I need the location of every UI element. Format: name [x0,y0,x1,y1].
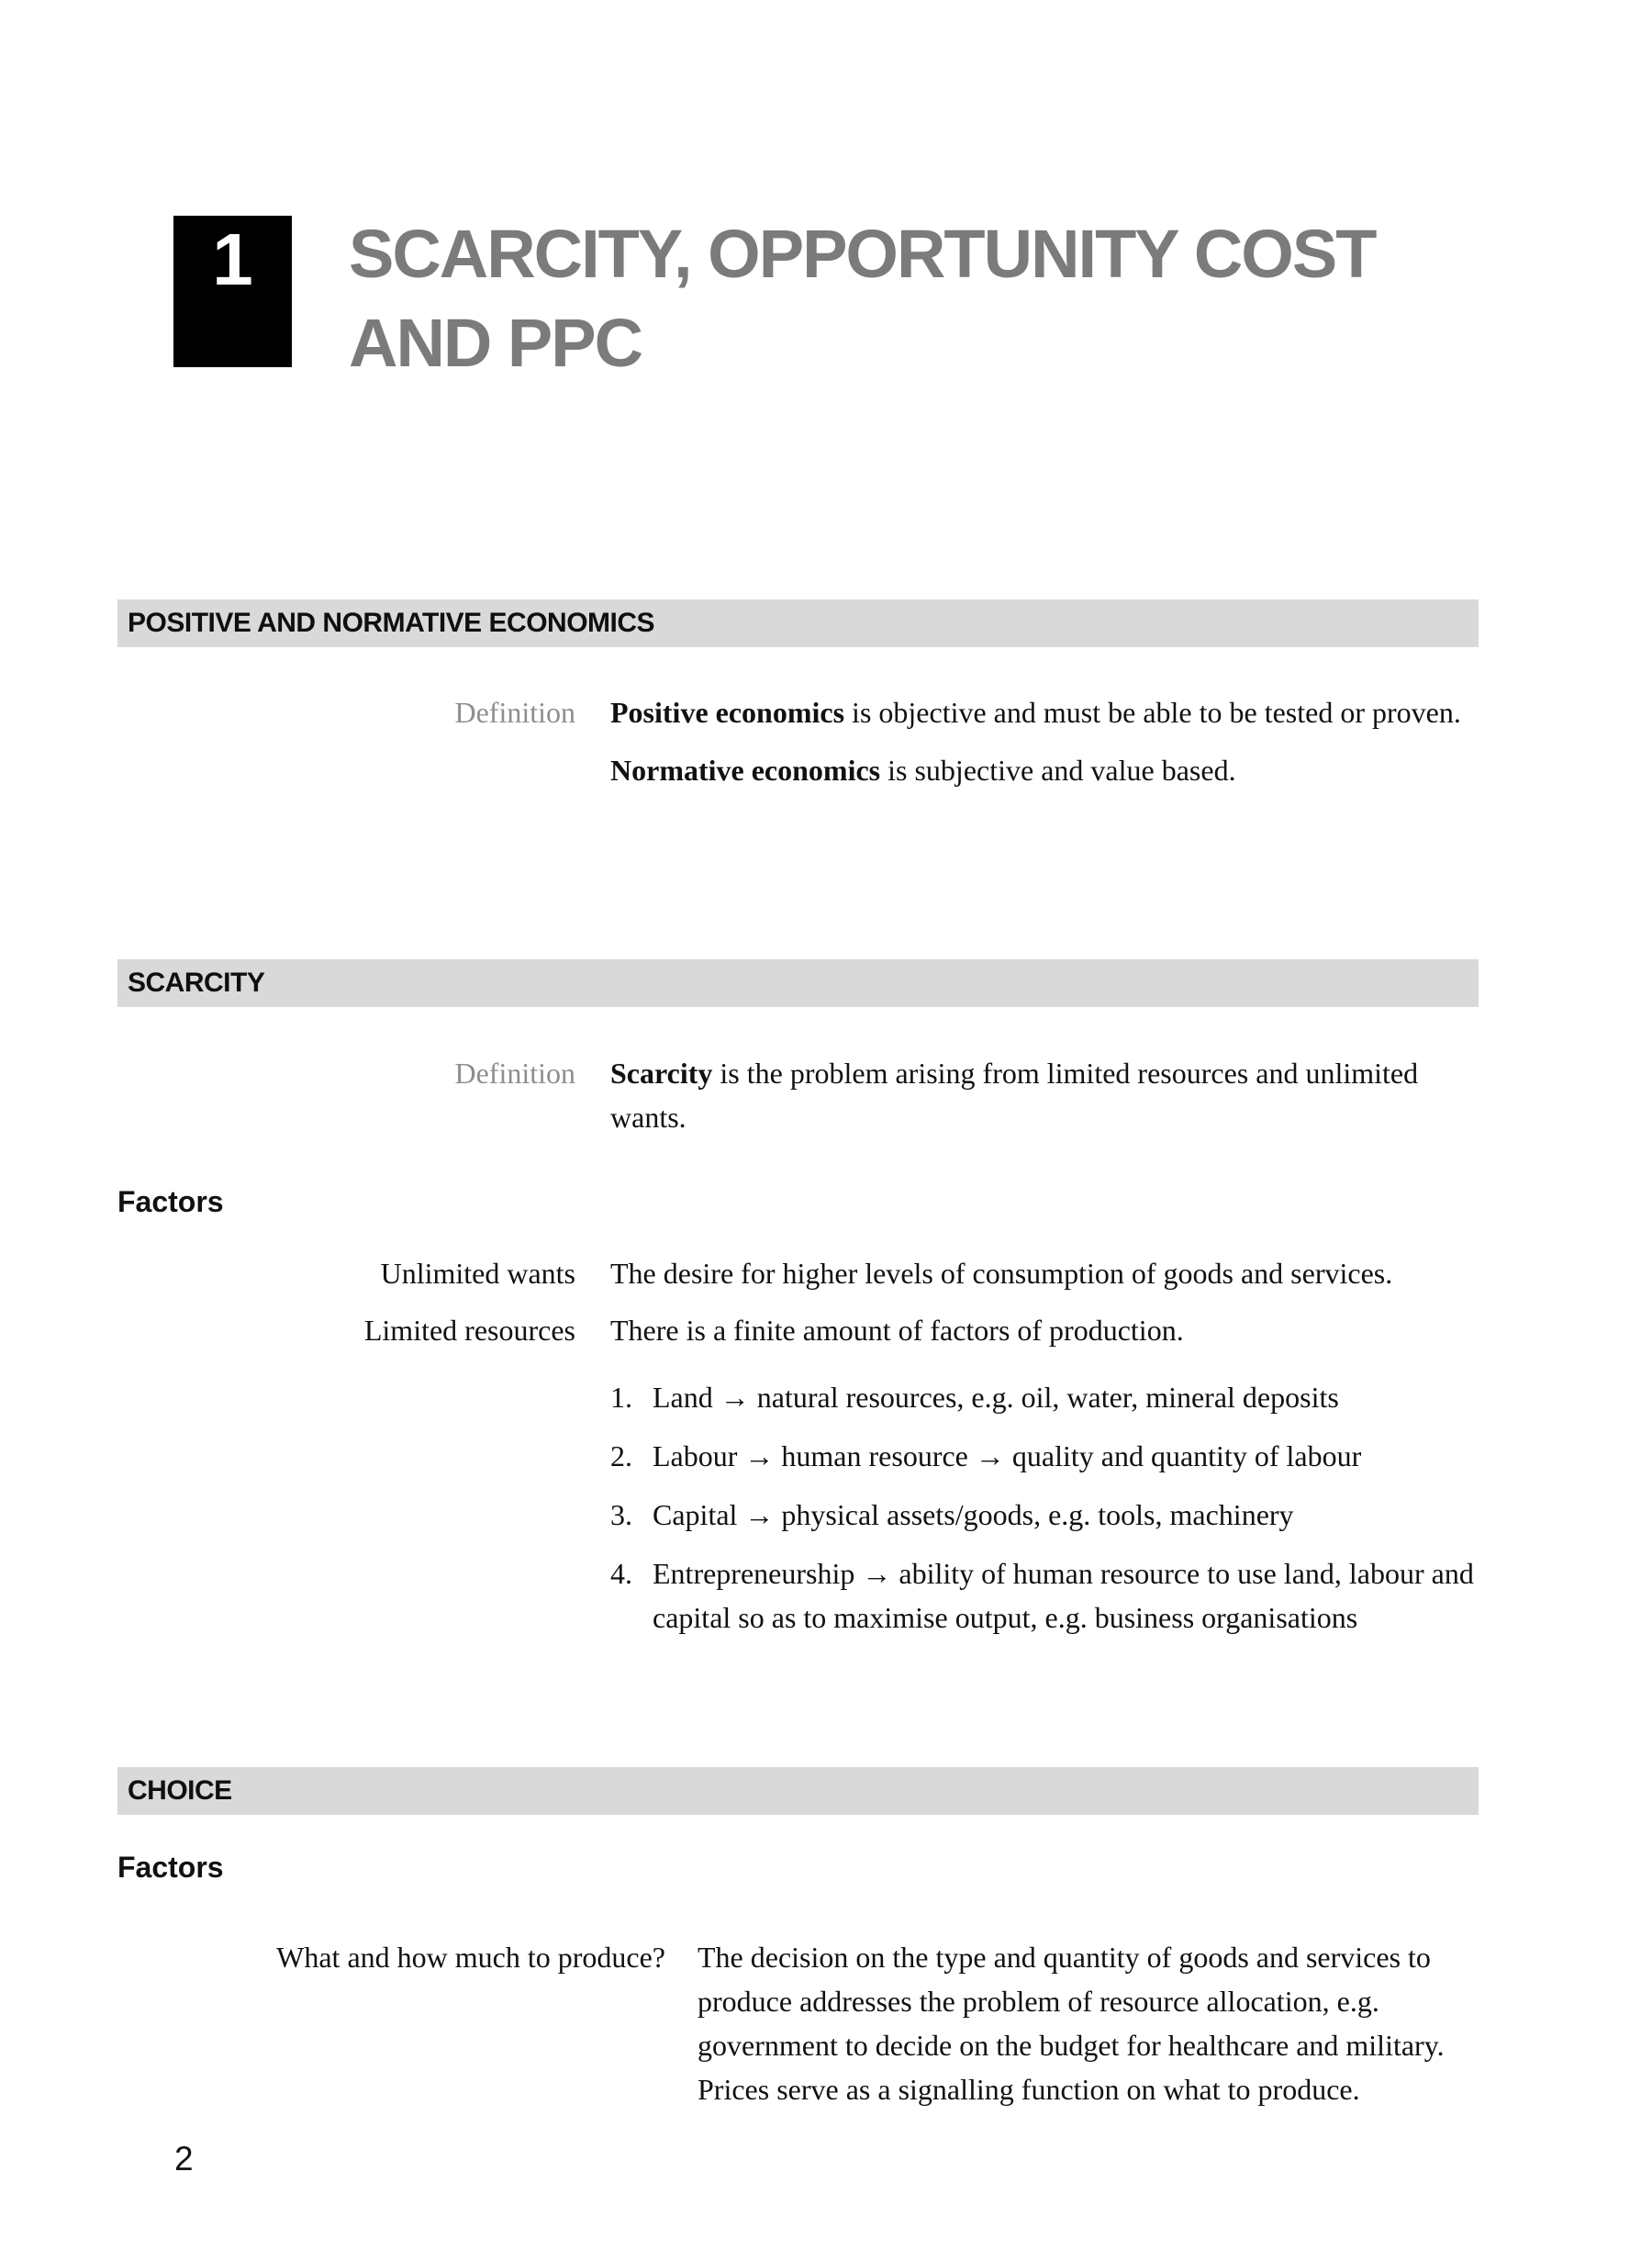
factor-label: Unlimited wants [380,1257,575,1290]
chapter-title-line-2: AND PPC [349,305,642,381]
section-heading-choice [117,1767,1479,1815]
list-item-text: Labour → human resource → quality and quantity of labour [653,1439,1362,1472]
factor-text: The decision on the type and quantity of goods and services to produce addresses the problem of resource allocation, e.g. government to decide on the budget for healthcare and military. Prices serve as a signalling function on what to produce. [698,1941,1445,2106]
definition-paragraph [610,748,1496,792]
definition-row-scarcity [117,1051,1496,1139]
section-heading-positive-normative [117,599,1479,647]
definition-text: is objective and must be able to be tested or proven. [844,696,1461,729]
definition-paragraph [610,1051,1496,1139]
factor-row-unlimited-wants [117,1251,1496,1295]
factors-heading-scarcity: Factors [117,1185,224,1218]
factor-text: The desire for higher levels of consumption of goods and services. [610,1257,1393,1290]
page-number: 2 [174,2140,194,2177]
definition-body [610,1051,1496,1139]
chapter-title-line-1: SCARCITY, OPPORTUNITY COST [349,216,1376,292]
list-item-entrepreneurship [610,1551,1478,1640]
list-item-labour [610,1434,1478,1478]
factor-label: What and how much to produce? [276,1941,665,1974]
chapter-number: 1 [212,218,253,300]
list-item-text: Entrepreneurship → ability of human resource to use land, labour and capital so as to maximise output, e.g. business organisations [653,1557,1474,1634]
list-item-number: 3. [610,1498,632,1531]
definition-text: is subjective and value based. [880,754,1236,787]
section-heading-scarcity [117,959,1479,1007]
factor-row-limited-resources [117,1308,1496,1352]
section-heading-label: CHOICE [128,1775,232,1806]
factors-heading-choice: Factors [117,1851,224,1884]
list-item-number: 1. [610,1381,632,1414]
list-item-land [610,1375,1478,1419]
list-item-capital [610,1493,1478,1537]
definition-row-positive-normative [117,690,1496,792]
factor-label: Limited resources [363,1314,575,1347]
definition-paragraph [610,690,1496,734]
definition-body [610,690,1496,792]
definition-label: Definition [454,1057,575,1090]
chapter-title [349,209,1375,387]
definition-text: is the problem arising from limited resources and unlimited wants. [610,1057,1419,1134]
factor-text: There is a finite amount of factors of production. [610,1314,1184,1347]
list-item-text: Capital → physical assets/goods, e.g. tools, machinery [653,1498,1294,1531]
chapter-number-box [173,216,292,367]
factor-row-what-and-how-much-to-produce [117,1935,1496,2111]
section-heading-label: POSITIVE AND NORMATIVE ECONOMICS [128,608,655,638]
definition-term: Scarcity [610,1057,713,1090]
list-item-number: 2. [610,1439,632,1472]
definition-term: Positive economics [610,696,845,729]
section-heading-label: SCARCITY [128,968,265,998]
list-item-text: Land → natural resources, e.g. oil, water, mineral deposits [653,1381,1339,1414]
factors-of-production-list [610,1375,1478,1654]
list-item-number: 4. [610,1557,632,1590]
definition-label: Definition [454,696,575,729]
definition-term: Normative economics [610,754,881,787]
